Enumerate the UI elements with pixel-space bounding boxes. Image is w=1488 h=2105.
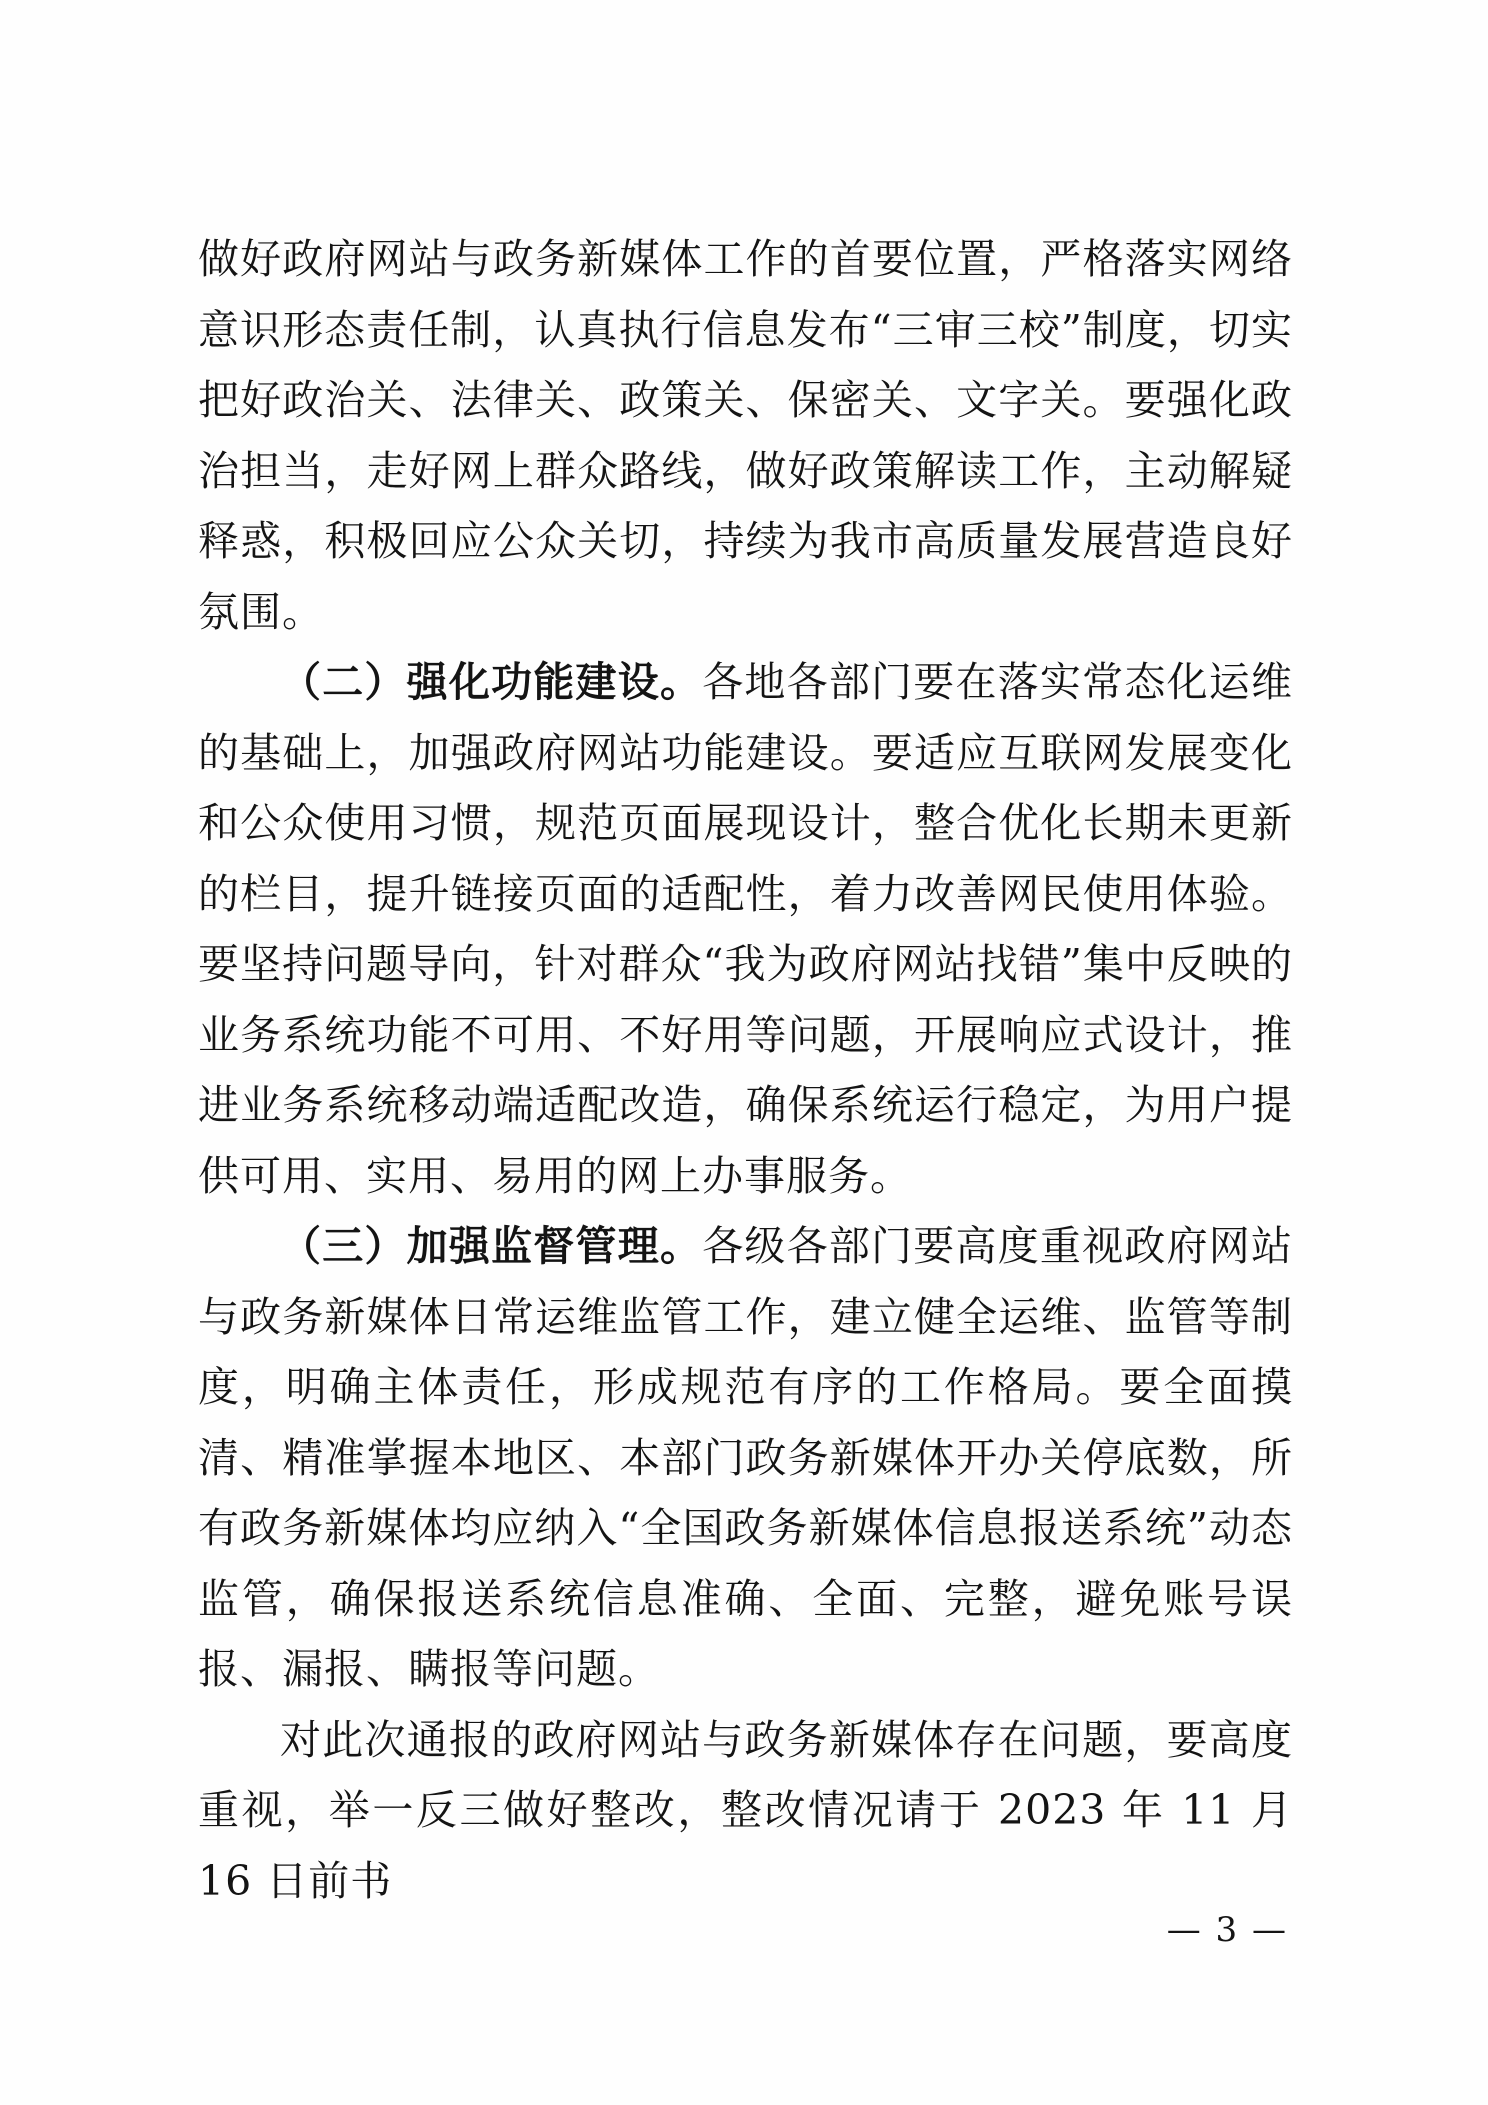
paragraph-text: 各级各部门要高度重视政府网站与政务新媒体日常运维监管工作，建立健全运维、监管等制度，明确主体责任，形成规范有序的工作格局。要全面摸清、精准掌握本地区、本部门政务新媒体开办关停底数，所有政务新媒体均应纳入“全国政务新媒体信息报送系统”动态监管，确保报送系统信息准确、全面、完整，避免账号误报、漏报、瞒报等问题。: [198, 1222, 1294, 1693]
page-number: — 3 —: [1166, 1910, 1288, 1950]
paragraph-text: 各地各部门要在落实常态化运维的基础上，加强政府网站功能建设。要适应互联网发展变化和公众使用习惯，规范页面展现设计，整合优化长期未更新的栏目，提升链接页面的适配性，着力改善网民使用体验。要坚持问题导向，针对群众“我为政府网站找错”集中反映的业务系统功能不可用、不好用等问题，开展响应式设计，推进业务系统移动端适配改造，确保系统运行稳定，为用户提供可用、实用、易用的网上办事服务。: [198, 658, 1294, 1200]
section-heading-3: （三）加强监督管理。: [280, 1222, 703, 1270]
paragraph-strengthen-function: [198, 647, 1293, 1211]
body-text: [198, 224, 1293, 1916]
paragraph-text: 做好政府网站与政务新媒体工作的首要位置，严格落实网络意识形态责任制，认真执行信息发布“三审三校”制度，切实把好政治关、法律关、政策关、保密关、文字关。要强化政治担当，走好网上群众路线，做好政策解读工作，主动解疑释惑，积极回应公众关切，持续为我市高质量发展营造良好氛围。: [198, 235, 1293, 636]
paragraph-rectification: [198, 1705, 1293, 1917]
paragraph-text: 对此次通报的政府网站与政务新媒体存在问题，要高度重视，举一反三做好整改，整改情况请于 2023 年 11 月 16 日前书: [198, 1715, 1293, 1905]
paragraph-continuation: [198, 224, 1293, 647]
paragraph-supervision: [198, 1211, 1293, 1705]
section-heading-2: （二）强化功能建设。: [280, 658, 703, 706]
